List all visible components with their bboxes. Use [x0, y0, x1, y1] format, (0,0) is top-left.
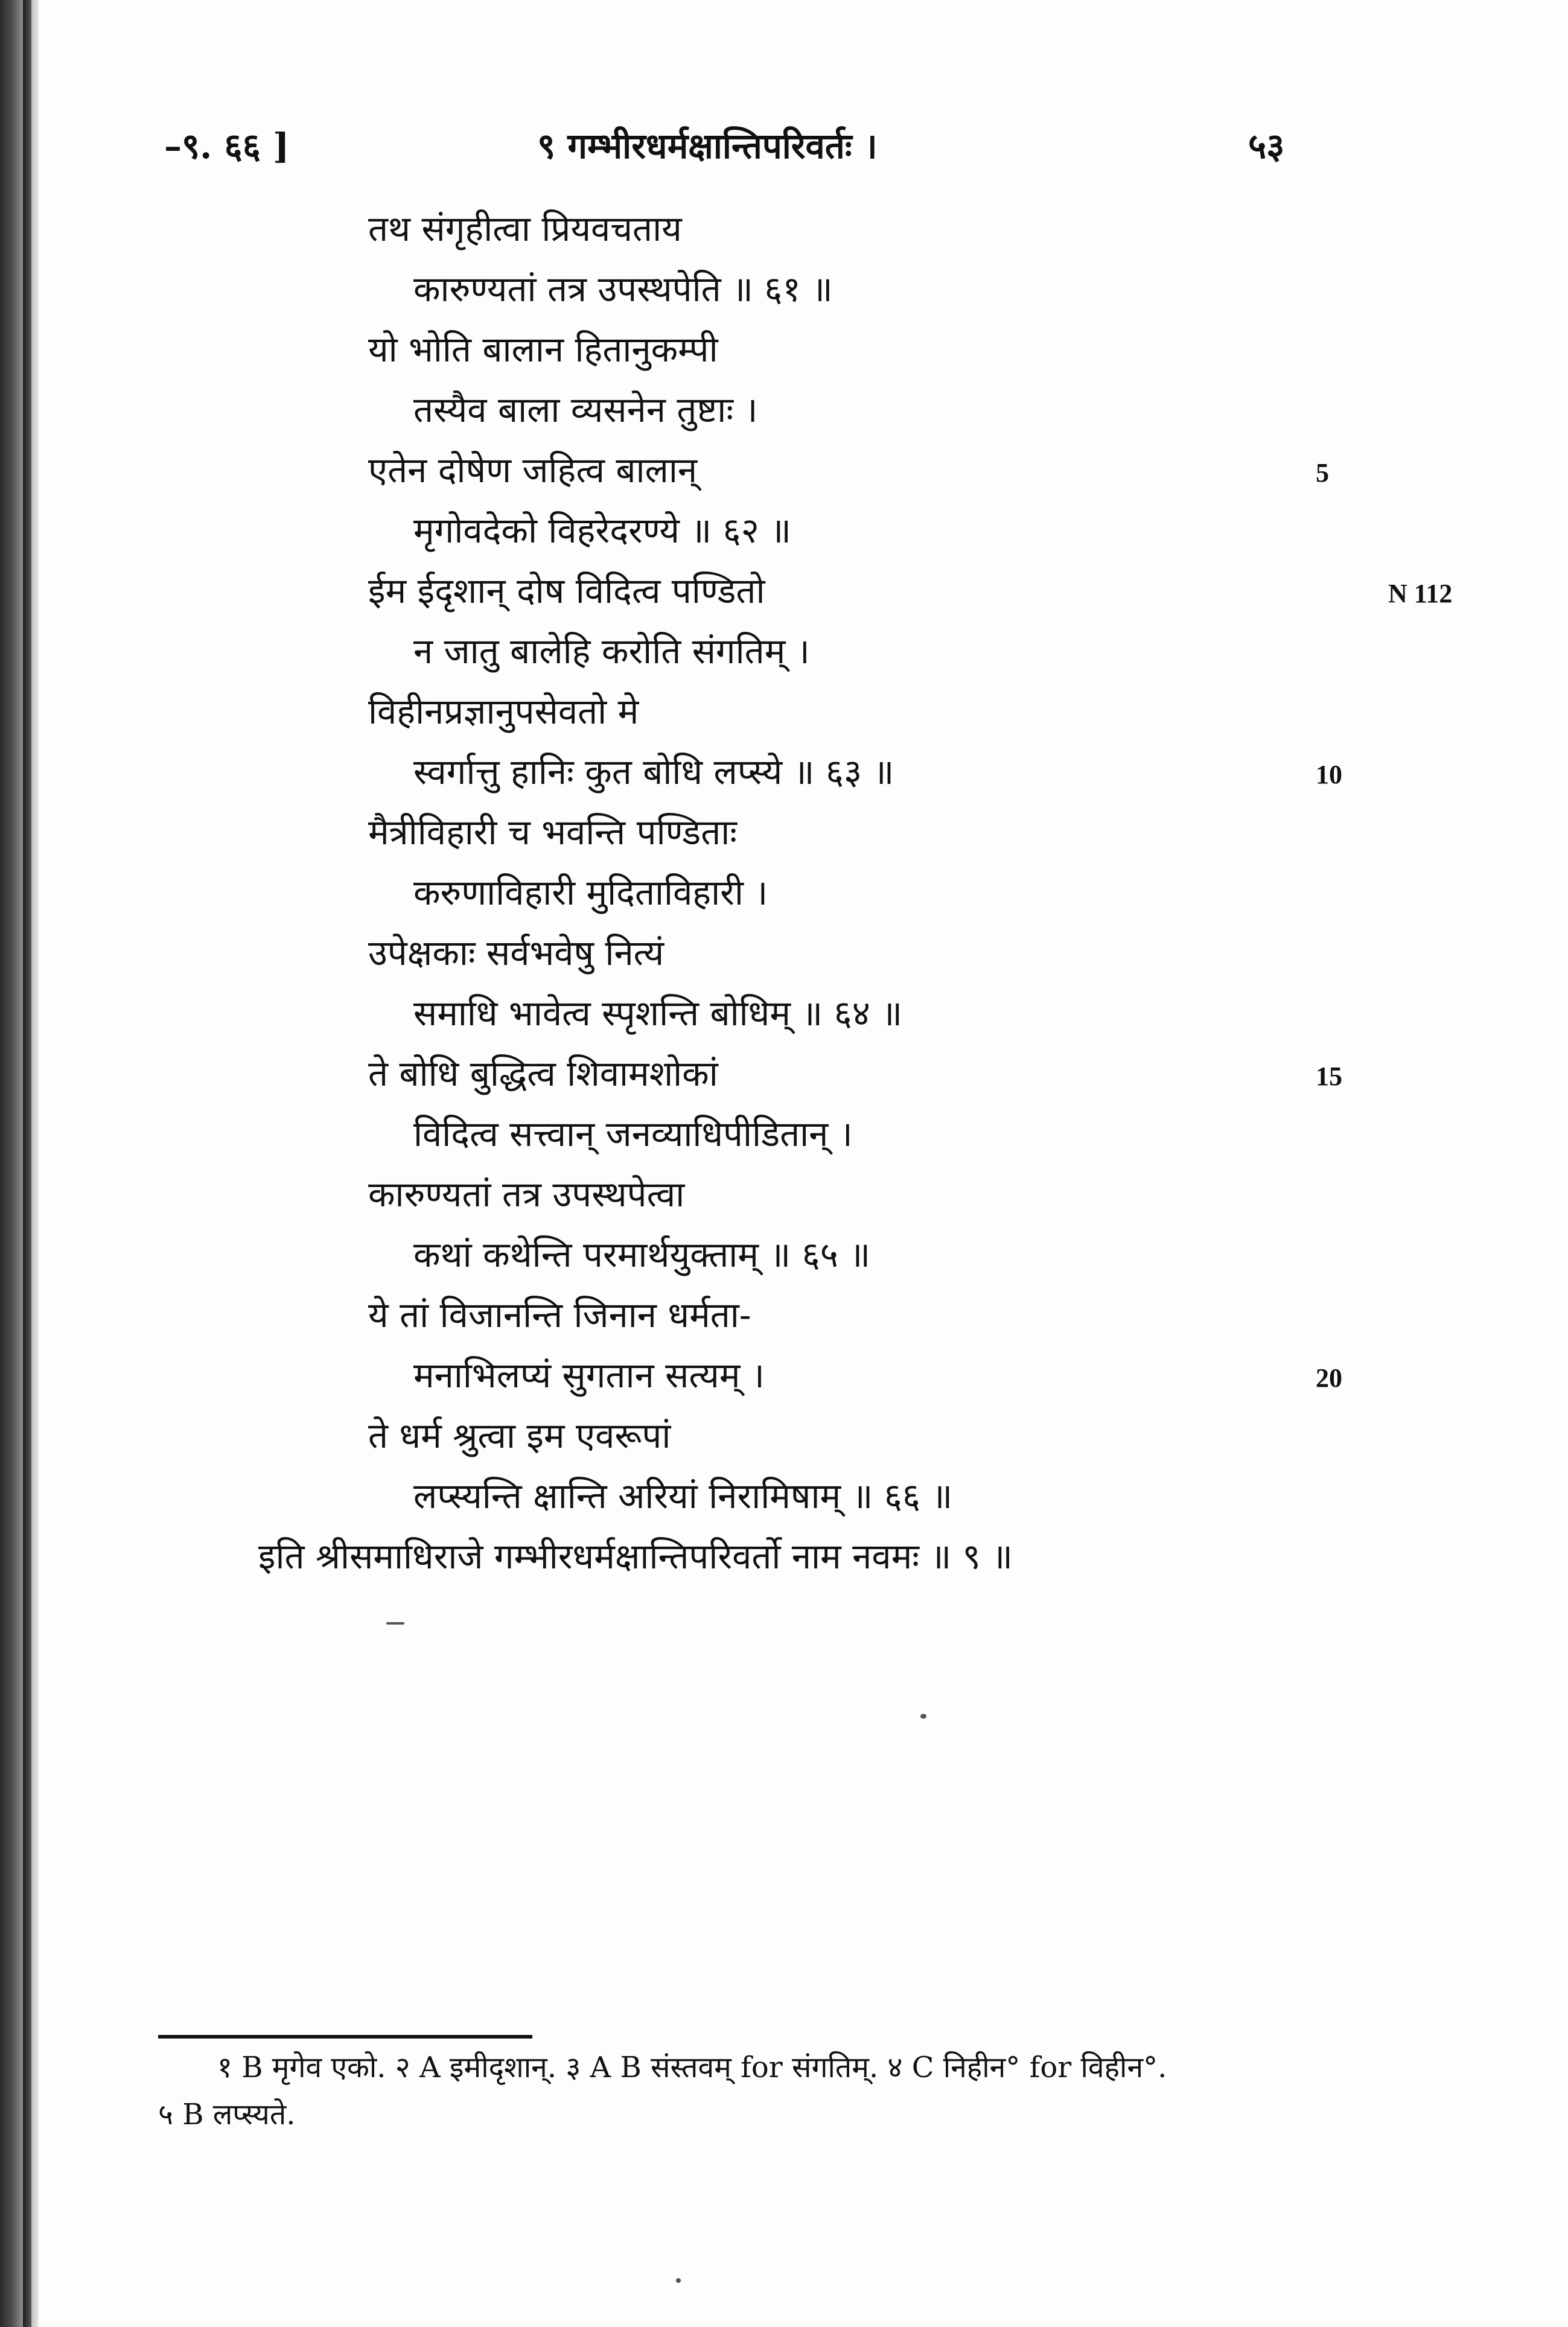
verse-line: ते बोधि बुद्धित्व शिवामशोकां [368, 1053, 718, 1094]
line-number: 20 [1316, 1363, 1342, 1393]
page-number: ५३ [1248, 126, 1285, 167]
verse-line: ईम ईदृशान् दोष विदित्व पण्डितो [368, 570, 765, 611]
binding-edge [23, 0, 31, 2327]
verse-line: कारुण्यतां तत्र उपस्थपेति ॥ ६१ ॥ [413, 269, 833, 310]
verse-line: एतेन दोषेण जहित्व बालान् [368, 450, 698, 491]
verse-line: लप्स्यन्ति क्षान्ति अरियां निरामिषाम् ॥ ६६ ॥ [413, 1475, 953, 1517]
verse-line: कथां कथेन्ति परमार्थयुक्ताम् ॥ ६५ ॥ [413, 1234, 871, 1275]
verse-line: समाधि भावेत्व स्पृशन्ति बोधिम् ॥ ६४ ॥ [413, 993, 903, 1034]
footnote-line: १ B मृगेव एको. २ A इमीदृशान्. ३ A B संस्तवम् for संगतिम्. ४ C निहीन° for विहीन°. [217, 2051, 1167, 2084]
header-chapter-title: ९ गम्भीरधर्मक्षान्तिपरिवर्तः । [537, 126, 878, 167]
line-number: 10 [1316, 760, 1342, 789]
verse-line: यो भोति बालान हितानुकम्पी [368, 329, 718, 370]
verse-line: ते धर्म श्रुत्वा इम एवरूपां [368, 1415, 671, 1456]
verse-line: करुणाविहारी मुदिताविहारी । [413, 872, 768, 913]
chapter-colophon: इति श्रीसमाधिराजे गम्भीरधर्मक्षान्तिपरिवर्तो नाम नवमः ॥ ९ ॥ [258, 1536, 1013, 1577]
verse-line: ये तां विजानन्ति जिनान धर्मता- [368, 1294, 751, 1335]
verse-line: विदित्व सत्त्वान् जनव्याधिपीडितान् । [413, 1113, 853, 1154]
verse-line: न जातु बालेहि करोति संगतिम् । [413, 631, 810, 672]
paper-speck [676, 2278, 681, 2283]
margin-reference: N 112 [1388, 579, 1453, 608]
book-binding-shadow [0, 0, 39, 2327]
running-header [0, 121, 1568, 169]
line-number: 15 [1316, 1062, 1342, 1091]
paper-speck [920, 1714, 926, 1719]
verse-line: मनाभिलप्यं सुगतान सत्यम् । [413, 1355, 765, 1396]
verse-line: स्वर्गात्तु हानिः कुत बोधि लप्स्ये ॥ ६३ ॥ [413, 751, 894, 792]
verse-line: कारुण्यतां तत्र उपस्थपेत्वा [368, 1174, 685, 1215]
verse-line: मृगोवदेको विहरेदरण्ये ॥ ६२ ॥ [413, 510, 792, 551]
verse-line: तस्यैव बाला व्यसनेन तुष्टाः । [413, 389, 758, 430]
verse-line: विहीनप्रज्ञानुपसेवतो मे [368, 691, 639, 732]
verse-line: मैत्रीविहारी च भवन्ति पण्डिताः [368, 812, 738, 853]
header-verse-range: –९. ६६ ] [164, 126, 290, 167]
footnote-line: ५ B लप्स्यते. [158, 2098, 296, 2131]
verse-line: तथ संगृहीत्वा प्रियवचताय [368, 208, 682, 249]
footnote-divider [158, 2035, 532, 2039]
paper-speck [386, 1622, 404, 1625]
line-number: 5 [1316, 458, 1329, 488]
verse-line: उपेक्षकाः सर्वभवेषु नित्यं [368, 932, 664, 973]
